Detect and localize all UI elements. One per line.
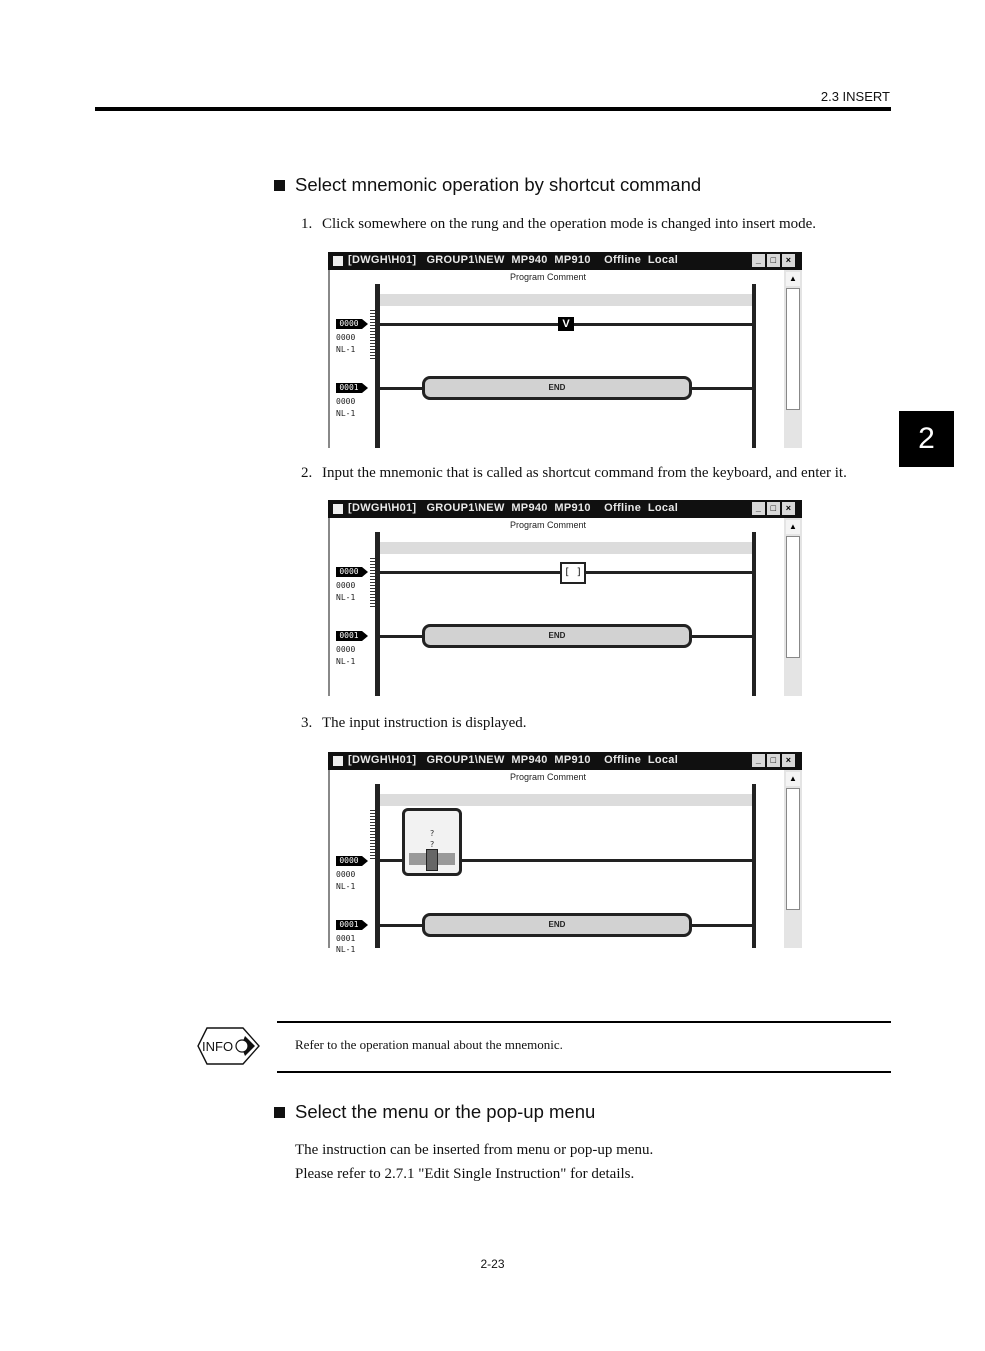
- window-title: [DWGH\H01] GROUP1\NEW MP940 MP910 Offline Local: [348, 754, 679, 766]
- close-icon[interactable]: ×: [782, 754, 795, 767]
- section-heading-menu: [274, 1101, 595, 1123]
- step-text: The input instruction is displayed.: [322, 715, 527, 731]
- right-power-rail: [752, 532, 756, 696]
- window-left-edge: [328, 518, 330, 696]
- rung-nl: NL-1: [336, 882, 356, 891]
- info-rule-bottom: [277, 1071, 891, 1073]
- step-number: 1.: [301, 216, 313, 232]
- rung-step: 0000: [336, 581, 356, 590]
- window-titlebar: [328, 252, 802, 270]
- left-power-rail: [375, 532, 380, 696]
- rail-ticks: [370, 558, 375, 608]
- insert-cursor: V: [558, 317, 574, 331]
- info-rule-top: [277, 1021, 891, 1023]
- step-2: [301, 465, 847, 482]
- scroll-up-icon[interactable]: ▲: [786, 520, 800, 534]
- vertical-scrollbar[interactable]: [784, 270, 802, 448]
- function-block[interactable]: [402, 808, 462, 876]
- program-comment: Program Comment: [509, 520, 587, 530]
- rung-step: 0000: [336, 397, 356, 406]
- step-3: [301, 715, 527, 732]
- vertical-scrollbar[interactable]: [784, 770, 802, 948]
- rung-step: 0000: [336, 645, 356, 654]
- rung-nl: NL-1: [336, 657, 356, 666]
- window-left-edge: [328, 270, 330, 448]
- body-line: Please refer to 2.7.1 "Edit Single Instruction" for details.: [295, 1166, 635, 1182]
- left-power-rail: [375, 284, 380, 448]
- running-header: 2.3 INSERT: [820, 89, 890, 104]
- window-titlebar: [328, 500, 802, 518]
- ladder-window-1: [328, 252, 802, 448]
- block-knob: [426, 849, 438, 871]
- scroll-thumb[interactable]: [786, 288, 800, 410]
- section-heading-text: Select the menu or the pop-up menu: [295, 1101, 596, 1122]
- minimize-icon[interactable]: _: [752, 254, 765, 267]
- comment-band: [380, 794, 752, 806]
- step-text: Input the mnemonic that is called as shortcut command from the keyboard, and enter it.: [322, 465, 847, 481]
- end-instruction[interactable]: END: [422, 376, 692, 400]
- section-heading-text: Select mnemonic operation by shortcut command: [295, 174, 702, 195]
- block-operand: ?: [429, 829, 435, 838]
- maximize-icon[interactable]: □: [767, 254, 780, 267]
- rung-nl: NL-1: [336, 409, 356, 418]
- step-number: 3.: [301, 715, 313, 731]
- comment-band: [380, 542, 752, 554]
- rung-nl: NL-1: [336, 945, 356, 954]
- system-menu-icon[interactable]: [333, 256, 343, 266]
- rail-ticks: [370, 310, 375, 360]
- rung-step: 0000: [336, 870, 356, 879]
- comment-band: [380, 294, 752, 306]
- rung-number[interactable]: 0000: [336, 567, 362, 577]
- right-power-rail: [752, 784, 756, 948]
- rung-step: 0000: [336, 333, 356, 342]
- close-icon[interactable]: ×: [782, 502, 795, 515]
- rung-number[interactable]: 0000: [336, 319, 362, 329]
- end-instruction[interactable]: END: [422, 913, 692, 937]
- scroll-up-icon[interactable]: ▲: [786, 772, 800, 786]
- vertical-scrollbar[interactable]: [784, 518, 802, 696]
- contact-instruction[interactable]: [ ]: [560, 562, 586, 584]
- section-heading-shortcut: [274, 174, 701, 196]
- window-left-edge: [328, 770, 330, 948]
- rung-nl: NL-1: [336, 593, 356, 602]
- rung-number[interactable]: 0001: [336, 920, 362, 930]
- chapter-tab: 2: [899, 411, 954, 467]
- scroll-thumb[interactable]: [786, 788, 800, 910]
- block-operand: ?: [429, 840, 435, 849]
- step-text: Click somewhere on the rung and the operation mode is changed into insert mode.: [322, 216, 817, 232]
- rung-number[interactable]: 0000: [336, 856, 362, 866]
- square-bullet-icon: [274, 180, 285, 191]
- step-number: 2.: [301, 465, 313, 481]
- ladder-window-2: [328, 500, 802, 696]
- minimize-icon[interactable]: _: [752, 502, 765, 515]
- close-icon[interactable]: ×: [782, 254, 795, 267]
- maximize-icon[interactable]: □: [767, 502, 780, 515]
- rung-number[interactable]: 0001: [336, 383, 362, 393]
- info-badge-label: INFO: [202, 1039, 234, 1054]
- system-menu-icon[interactable]: [333, 504, 343, 514]
- rail-ticks: [370, 810, 375, 860]
- info-badge-icon: [197, 1027, 261, 1065]
- right-power-rail: [752, 284, 756, 448]
- window-title: [DWGH\H01] GROUP1\NEW MP940 MP910 Offline Local: [348, 254, 679, 266]
- rung-number[interactable]: 0001: [336, 631, 362, 641]
- window-titlebar: [328, 752, 802, 770]
- rung-nl: NL-1: [336, 345, 356, 354]
- program-comment: Program Comment: [509, 272, 587, 282]
- page-number: 2-23: [480, 1257, 505, 1271]
- window-title: [DWGH\H01] GROUP1\NEW MP940 MP910 Offline Local: [348, 502, 679, 514]
- body-line: The instruction can be inserted from menu or pop-up menu.: [295, 1142, 654, 1158]
- info-text: Refer to the operation manual about the mnemonic.: [295, 1037, 563, 1052]
- ladder-window-3: [328, 752, 802, 954]
- scroll-thumb[interactable]: [786, 536, 800, 658]
- minimize-icon[interactable]: _: [752, 754, 765, 767]
- step-1: [301, 216, 816, 233]
- rung-step: 0001: [336, 934, 356, 943]
- header-rule: [95, 107, 891, 111]
- system-menu-icon[interactable]: [333, 756, 343, 766]
- program-comment: Program Comment: [509, 772, 587, 782]
- scroll-up-icon[interactable]: ▲: [786, 272, 800, 286]
- maximize-icon[interactable]: □: [767, 754, 780, 767]
- end-instruction[interactable]: END: [422, 624, 692, 648]
- square-bullet-icon: [274, 1107, 285, 1118]
